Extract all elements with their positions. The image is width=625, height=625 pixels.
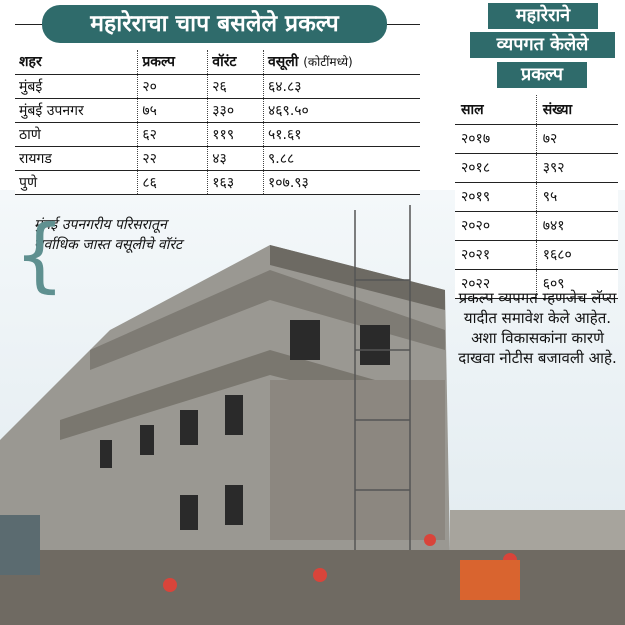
table-row [15,170,420,194]
projects-cell: २० [138,74,208,98]
table-row [455,182,618,211]
warrants-cell: ४३ [208,146,264,170]
table-row [455,240,618,269]
recovery-cell: ५१.६१ [263,122,420,146]
projects-cell: २२ [138,146,208,170]
table-header-row [455,95,618,124]
table-row [15,98,420,122]
unit-note: (कोटींमध्ये) [303,55,353,70]
col-recovery [263,50,420,74]
city-cell: मुंबई उपनगर [15,98,138,122]
warrants-cell: ११९ [208,122,264,146]
recovery-cell: ९.८८ [263,146,420,170]
brace-icon: { [14,208,65,301]
count-cell: ६०९ [536,269,618,298]
year-cell: २०२२ [455,269,536,298]
col-warrants: वॉरंट [208,50,264,74]
city-cell: पुणे [15,170,138,194]
year-cell: २०२० [455,211,536,240]
col-city: शहर [15,50,138,74]
year-cell: २०१७ [455,124,536,153]
count-cell: १६८० [536,240,618,269]
table-header-row [15,50,420,74]
recovery-cell: ६४.८३ [263,74,420,98]
main-title: महारेराचा चाप बसलेले प्रकल्प [42,5,387,43]
count-cell: ९५ [536,182,618,211]
table-row [455,211,618,240]
warrants-cell: २६ [208,74,264,98]
col-projects: प्रकल्प [138,50,208,74]
table-row [15,74,420,98]
projects-cell: ८६ [138,170,208,194]
table-row [455,153,618,182]
lapsed-projects-table [455,95,618,299]
table-row [15,146,420,170]
right-title-line-3: प्रकल्प [497,62,587,88]
warrants-cell: १६३ [208,170,264,194]
col-count: संख्या [536,95,618,124]
table-row [15,122,420,146]
lapse-note: प्रकल्प व्यपगत म्हणजेच लॅप्स यादीत समावेश केले आहेत. अशा विकासकांना कारणे दाखवा नोटीस बजावली आहे. [458,289,617,367]
year-cell: २०१९ [455,182,536,211]
city-table [15,50,420,195]
city-cell: रायगड [15,146,138,170]
table-row [455,124,618,153]
year-cell: २०२१ [455,240,536,269]
warrants-cell: ३३० [208,98,264,122]
year-cell: २०१८ [455,153,536,182]
count-cell: ३९२ [536,153,618,182]
city-cell: मुंबई [15,74,138,98]
recovery-cell: १०७.९३ [263,170,420,194]
col-year: साल [455,95,536,124]
callout [14,208,199,301]
projects-cell: ७५ [138,98,208,122]
count-cell: ७२ [536,124,618,153]
right-title-line-1: महारेराने [488,3,598,29]
count-cell: ७४१ [536,211,618,240]
projects-cell: ६२ [138,122,208,146]
callout-text: मुंबई उपनगरीय परिसरातून सर्वाधिक जास्त वसूलीचे वॉरंट [34,217,183,253]
recovery-cell: ४६९.५० [263,98,420,122]
city-cell: ठाणे [15,122,138,146]
col-recovery-label: वसूली [267,54,299,71]
right-title-line-2: व्यपगत केलेले [470,32,615,58]
